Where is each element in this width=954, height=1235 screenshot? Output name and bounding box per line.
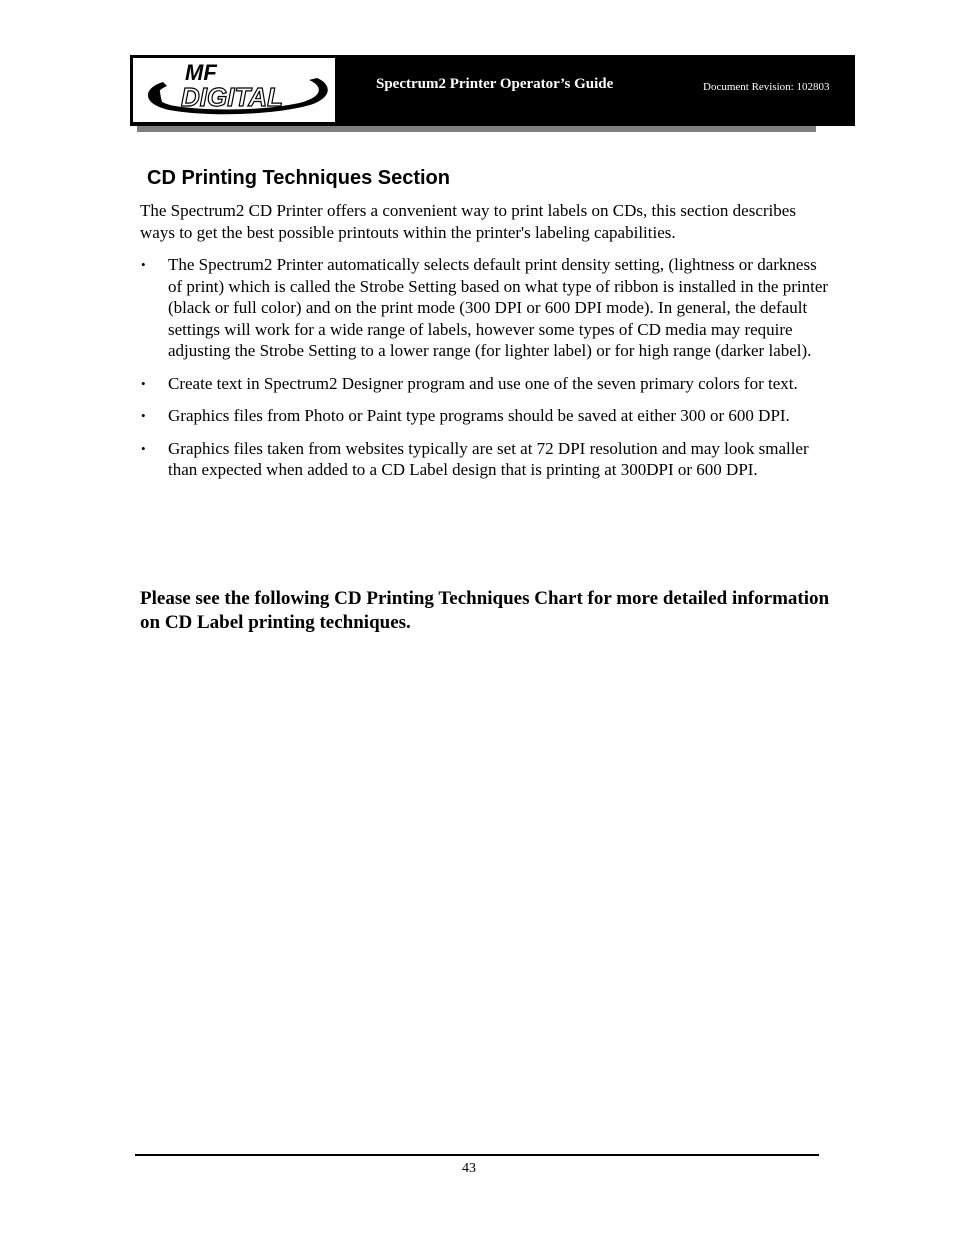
- bullet-icon: •: [141, 408, 146, 423]
- logo-text-mf: MF: [185, 60, 217, 85]
- list-item-text: The Spectrum2 Printer automatically selects default print density setting, (lightness or darkness of print) which is called the Strobe Setting based on what type of ribbon is installed in the printer (black or full color) and on the print mode (300 DPI or 600 DPI mode). In general, the default settings will work for a wide range of labels, however some types of CD media may require adjusting the Strobe Setting to a lower range (for lighter label) or for high range (darker label).: [168, 255, 829, 360]
- list-item: [140, 438, 830, 481]
- mf-digital-logo: [133, 58, 335, 122]
- bullet-icon: •: [141, 440, 146, 456]
- list-item: [140, 405, 830, 427]
- list-item: [140, 254, 830, 362]
- section-heading: CD Printing Techniques Section: [147, 167, 450, 189]
- bullet-icon: •: [141, 375, 146, 391]
- logo-text-digital: DIGITAL: [181, 82, 284, 112]
- list-item: [140, 373, 830, 395]
- bullet-list: [140, 254, 830, 492]
- document-title: Spectrum2 Printer Operator’s Guide: [376, 76, 614, 92]
- list-item-text: Graphics files from Photo or Paint type programs should be saved at either 300 or 600 DPI.: [168, 406, 790, 425]
- document-revision: Document Revision: 102803: [703, 81, 830, 93]
- page-number: 43: [462, 1161, 476, 1176]
- intro-paragraph: The Spectrum2 CD Printer offers a convenient way to print labels on CDs, this section describes ways to get the best possible printouts within the printer's labeling capabilities.: [140, 201, 796, 242]
- bullet-icon: •: [141, 257, 146, 272]
- list-item-text: Create text in Spectrum2 Designer program and use one of the seven primary colors for text.: [168, 373, 798, 393]
- chart-reference-note: Please see the following CD Printing Techniques Chart for more detailed information on CD Label printing techniques.: [140, 588, 830, 633]
- header-band: [130, 55, 855, 126]
- list-item-text: Graphics files taken from websites typically are set at 72 DPI resolution and may look smaller than expected when added to a CD Label design that is printing at 300DPI or 600 DPI.: [168, 438, 809, 479]
- footer-divider: [135, 1154, 819, 1156]
